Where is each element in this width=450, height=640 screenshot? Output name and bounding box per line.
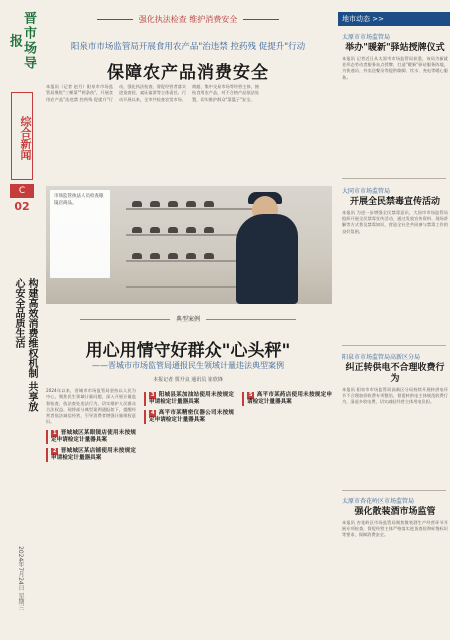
glasses-item [168,253,178,259]
side-news-body: 本报讯 杏花岭区市场监管局聚焦散装酒生产经营环节开展专项检查，督促经营主体严格落实进货查验和标签标识等要求，保障消费安全。 [342,520,448,538]
lead-body: 本报讯（记者 赵月）阳泉市市场监管局聚焦"三棵菜""两条鱼"，开展食用农产品"治违禁 控药残 促提升"行动，强化执法检查，督促经营者落实进货查验、索证索票等主体责任。行动开展以来，全市共检查农贸市场、商超、集中交易市场等经营主体，抽检食用农产品，对不合格产品依法处置，切实维护群众"菜篮子"安全。 [46,84,260,102]
glasses-item [150,227,160,233]
case-subhead: ——晋城市市场监管局通报民生领域计量违法典型案例 [92,361,284,370]
section-name: 综合新闻 [11,92,33,180]
masthead [4,6,38,634]
case-number: 3 [151,392,155,398]
side-news-org: 太原市市场监管局 [342,34,391,41]
main-content [42,0,334,640]
divider [342,178,446,179]
case-headline: 用心用情守好群众"心头秤" [85,341,291,361]
glasses-item [204,201,214,207]
side-news-body: 本报讯 记者近日从太原市市场监管局获悉，该局为新就业形态劳动者服务站点授牌，打造"暖新"驿站服务阵地，为快递员、外卖送餐员等提供歇脚、饮水、充电等暖心服务。 [342,56,448,80]
glasses-item [132,253,142,259]
side-news-body: 本报讯 阳泉市市场监管局高新区分局持续开展转供电环节不合理加价收费专项整治，督促转供电主体规范收费行为，清退多收电费，切实减轻经营主体用电负担。 [342,387,448,405]
side-news-title: 强化散装酒市场监管 [354,507,436,517]
lead-headline: 保障农产品消费安全 [107,63,269,83]
case-number: 1 [53,429,57,436]
glasses-item [204,253,214,259]
case-item [144,410,234,424]
divider [342,345,446,346]
case-item [46,430,136,444]
divider [342,490,446,491]
lead-photo [46,186,332,304]
glasses-item [132,227,142,233]
side-news-item [342,496,448,616]
side-news-title: 开展全民禁毒宣传活动 [349,197,440,207]
section-letter: C [10,184,34,198]
glasses-item [186,201,196,207]
side-news-org: 大同市市场监管局 [342,188,391,195]
case-column-2 [144,388,234,638]
glasses-item [168,201,178,207]
glasses-item [168,227,178,233]
case-title: 晋城城区某眼镜店使用未按规定申请检定计量器具案 [51,429,136,443]
case-column-1 [46,388,136,638]
case-item [46,448,136,462]
masthead-title: 晋市场导报 [7,11,36,71]
sidebar-news [338,0,450,640]
side-news-item [342,186,448,326]
side-news-title: 纠正转供电不合理收费行为 [345,363,445,384]
case-title: 高平市某药店使用未按规定申请检定计量器具案 [247,392,332,405]
glasses-item [150,201,160,207]
lead-subhead: 阳泉市市场监管局开展食用农产品"治违禁 控药残 促提升"行动 [70,42,306,52]
photo-caption: 市场监管执法人员检查眼镜店商品。 [50,190,110,278]
case-item [144,392,234,406]
case-list [46,388,332,638]
case-title: 高平市某精密仪器公司未按规定申请检定计量器具案 [149,410,234,423]
case-item [242,392,332,406]
masthead-slogan: 构建高效消费维权机制 共享放心安全品质生活 [13,278,37,412]
glasses-item [204,227,214,233]
lead-kicker: 强化执法检查 维护消费安全 [42,14,334,25]
case-number: 5 [249,392,253,398]
case-byline: 本报记者 贾升良 通讯员 崔欣锋 [153,377,223,383]
case-number: 2 [53,447,57,454]
page-number: 02 [14,200,30,213]
side-news-title: 举办"暖新"驿站授牌仪式 [345,43,445,53]
case-number: 4 [151,410,155,416]
side-news-item [342,32,448,154]
case-intro: 2024年以来，晋城市市场监管局坚持以人民为中心，聚焦民生领域计量问题，深入开展计量监督检查，依法查处违法行为，切实维护人民群众合法权益。现将部分典型案例通报如下，提醒经营者依法诚信经营，引导消费者增强计量维权意识。 [46,388,136,425]
case-title: 阳城县某加油站使用未按规定申请检定计量器具案 [149,392,234,405]
case-column-3 [242,388,332,638]
case-section-tag: 典型案例 [42,314,334,323]
issue-date: 2024年7月24日 星期三 [17,546,24,611]
side-news-org: 阳泉市市场监管局高新区分局 [342,354,421,361]
glasses-item [186,253,196,259]
glasses-item [132,201,142,207]
side-news-item [342,352,448,485]
glasses-item [150,253,160,259]
officer-figure [236,214,298,304]
glasses-item [186,227,196,233]
side-news-body: 本报讯 为进一步增强全民禁毒意识，大同市市场监管局组织开展全民禁毒宣传活动，通过发放宣传资料、现场讲解等方式普及禁毒知识，营造全社会共同参与禁毒工作的良好氛围。 [342,210,448,234]
case-title: 晋城城区某店铺使用未按规定申请检定计量器具案 [51,447,136,461]
side-news-org: 太原市杏花岭区市场监管局 [342,498,415,505]
sidebar-header: 地市动态 >> [338,12,450,26]
